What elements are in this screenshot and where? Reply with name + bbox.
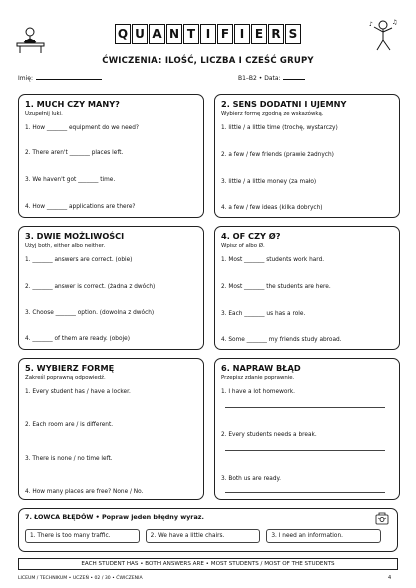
section-much-or-many (18, 94, 204, 218)
exercise-item[interactable]: 2. Each room are / is different. (25, 422, 114, 428)
date-line[interactable] (283, 74, 305, 80)
exercise-item[interactable]: 1. _______ answers are correct. (obie) (25, 257, 133, 263)
exercise-item[interactable]: 2. _______ answer is correct. (żadna z dwóch) (25, 284, 156, 290)
date-field[interactable] (238, 74, 305, 82)
title-letter: S (285, 24, 301, 44)
section-instruction: Przepisz zdanie poprawnie. (221, 375, 295, 381)
exercise-item[interactable]: 1. Most _______ students work hard. (221, 257, 325, 263)
exercise-item: 2. Every students needs a break. (221, 432, 317, 438)
section-instruction: Uzupełnij luki. (25, 111, 63, 117)
title-letter: I (200, 24, 216, 44)
answer-line[interactable] (225, 450, 385, 451)
answer-line[interactable] (225, 407, 385, 408)
section-instruction: Zakreśl poprawną odpowiedź. (25, 375, 106, 381)
section-two-options (18, 226, 204, 350)
exercise-item: 1. I have a lot homework. (221, 389, 295, 395)
exercise-item[interactable]: 4. _______ of them are ready. (oboje) (25, 336, 130, 342)
exercise-item: 3. Both us are ready. (221, 476, 281, 482)
exercise-item[interactable]: 1. How _______ equipment do we need? (25, 125, 139, 131)
section-instruction: Użyj both, either albo neither. (25, 243, 106, 249)
exercise-item[interactable]: 2. There aren't _______ places left. (25, 150, 124, 156)
section-instruction: Wpisz of albo Ø. (221, 243, 265, 249)
section-choose-form (18, 358, 204, 500)
svg-text:♪: ♪ (369, 21, 373, 28)
title-letter: I (234, 24, 250, 44)
exercise-item[interactable]: 2. a few / few friends (prawie żadnych) (221, 152, 334, 158)
title-letter: T (183, 24, 199, 44)
exercise-item[interactable]: 4. Some _______ my friends study abroad. (221, 337, 342, 343)
word-bank: EACH STUDENT HAS • BOTH ANSWERS ARE • MOST STUDENTS / MOST OF THE STUDENTS (18, 558, 398, 570)
title-letter: A (149, 24, 165, 44)
worksheet-subtitle: ĆWICZENIA: ILOŚĆ, LICZBA I CZEŚĆ GRUPY (102, 56, 314, 66)
page-number: 4 (388, 575, 392, 581)
section-title: 7. ŁOWCA BŁĘDÓW • Popraw jeden błędny wyraz. (25, 513, 204, 521)
answer-line[interactable] (225, 492, 385, 493)
student-info-row (18, 74, 398, 86)
worksheet-title (0, 24, 416, 44)
section-instruction: Wybierz formę zgodną ze wskazówką. (221, 111, 324, 117)
exercise-item[interactable]: 1. Every student has / have a locker. (25, 389, 131, 395)
footer-text: LICEUM / TECHNIKUM • UCZEŃ • 02 / 30 • ĆWICZENIA (18, 576, 143, 581)
title-letter: N (166, 24, 182, 44)
section-title: 6. NAPRAW BŁĄD (221, 363, 301, 373)
error-hunter-items (25, 529, 381, 543)
exercise-item[interactable]: 4. How _______ applications are there? (25, 204, 136, 210)
exercise-item[interactable]: 3. There is none / no time left. (25, 456, 113, 462)
exercise-item[interactable]: 3. little / a little money (za mało) (221, 179, 317, 185)
section-title: 2. SENS DODATNI I UJEMNY (221, 99, 347, 109)
section-title: 1. MUCH CZY MANY? (25, 99, 120, 109)
section-error-hunter (18, 508, 398, 552)
svg-text:♫: ♫ (392, 19, 398, 26)
title-letter: Q (115, 24, 131, 44)
exercise-item[interactable]: 3. Choose _______ option. (dowolna z dwóch) (25, 310, 155, 316)
title-letter: R (268, 24, 284, 44)
section-title: 5. WYBIERZ FORMĘ (25, 363, 115, 373)
error-sentence[interactable]: 1. There is too many traffic. (25, 529, 140, 543)
title-letter: E (251, 24, 267, 44)
level-date-label: B1–B2 • Data: (238, 75, 281, 82)
error-sentence[interactable]: 2. We have a little chairs. (146, 529, 261, 543)
name-field[interactable] (18, 74, 102, 82)
exercise-item[interactable]: 4. a few / few ideas (kilka dobrych) (221, 205, 323, 211)
name-label: Imię: (18, 75, 33, 82)
title-letter: F (217, 24, 233, 44)
exercise-item[interactable]: 1. little / a little time (trochę, wystarczy) (221, 125, 338, 131)
exercise-item[interactable]: 3. We haven't got _______ time. (25, 177, 116, 183)
exercise-item[interactable]: 2. Most _______ the students are here. (221, 284, 331, 290)
exercise-item[interactable]: 3. Each _______ us has a role. (221, 311, 306, 317)
title-letter: U (132, 24, 148, 44)
section-title: 4. OF CZY Ø? (221, 231, 281, 241)
name-line[interactable] (36, 74, 102, 80)
section-fix-error (214, 358, 400, 500)
exercise-item[interactable]: 4. How many places are free? None / No. (25, 489, 144, 495)
section-positive-negative (214, 94, 400, 218)
section-title: 3. DWIE MOŻLIWOŚCI (25, 231, 125, 241)
section-of-or-zero (214, 226, 400, 350)
error-sentence[interactable]: 3. I need an information. (266, 529, 381, 543)
bug-in-box-icon (375, 511, 389, 525)
